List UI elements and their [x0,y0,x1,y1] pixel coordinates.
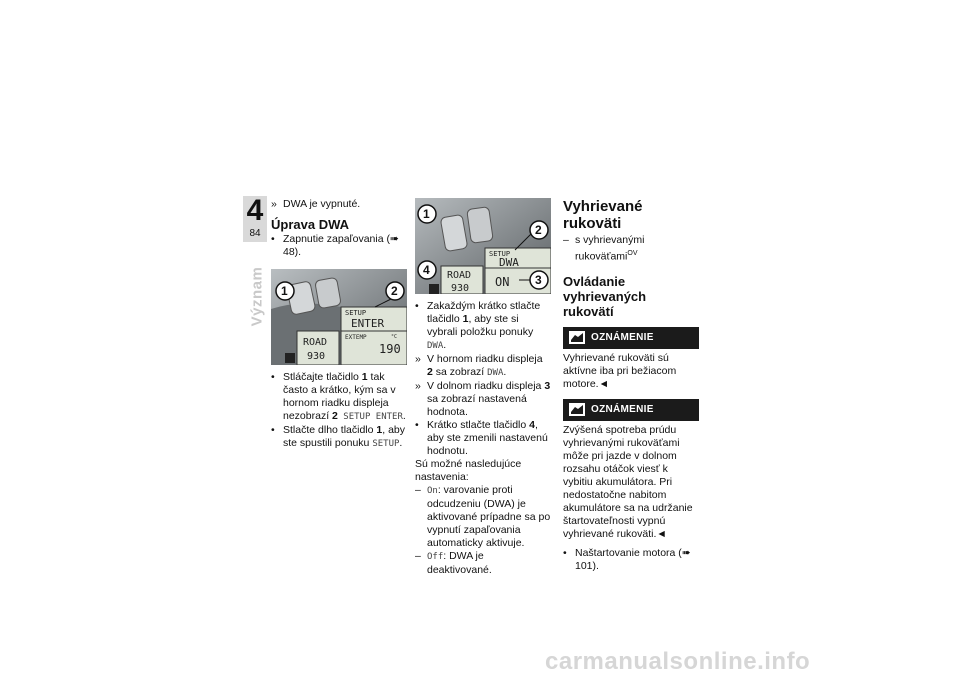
body-text: , aby ste si vybrali položku ponuky [427,313,534,338]
svg-text:930: 930 [451,283,470,294]
svg-text:SETUP: SETUP [345,309,367,317]
handlebar-figure-1 [271,269,407,365]
notice-label: OZNÁMENIE [591,404,654,415]
notice-banner-1 [563,327,699,349]
svg-text:ROAD: ROAD [303,337,328,348]
body-text: V dolnom riadku displeja [427,380,545,392]
options-list [415,484,551,577]
body-text: Krátko stlačte tlačidlo [427,419,530,431]
section-title: Vyhrievané rukoväti [563,198,643,232]
list-item: • Naštartovanie motora (➠ 101). [563,546,691,572]
body-text: , aby ste spustili ponuku [283,424,405,449]
reference-number: 2 [332,410,338,422]
body-text: . [443,339,447,351]
svg-text:EXTEMP: EXTEMP [345,334,367,341]
reference-number: 3 [544,380,551,392]
handlebar-figure-2 [415,198,551,294]
steps-list-2 [415,300,551,458]
reference-number: 4 [529,419,535,431]
page-number: 84 [249,228,261,239]
display-text: DWA [427,341,444,351]
section-heading: Úprava DWA [271,217,350,232]
variant-list [563,234,699,264]
list-item: • Stláčajte tlačidlo 1 tak často a krátko, kým sa v hornom riadku displeja nezobrazí 2 SETUP ENTER. [271,371,406,422]
column-2 [415,198,551,577]
watermark: carmanualsonline.info [545,648,811,675]
pre-list [271,233,407,259]
body-text: Stláčajte tlačidlo [283,371,362,383]
svg-text:ROAD: ROAD [447,270,472,281]
body-text: : varovanie proti odcudzeniu (DWA) je aktivované prípadne sa po vypnutí zapaľovania automaticky aktivuje. [427,484,551,549]
body-text: . [402,410,406,422]
display-text: SETUP [372,439,400,449]
body-text: . [503,366,507,378]
handlebar-illustration [415,198,551,294]
body-text: Zakaždým krátko stlačte tlačidlo [427,300,541,325]
svg-text:ENTER: ENTER [351,317,385,330]
svg-text:1: 1 [423,207,430,221]
list-item: • Krátko stlačte tlačidlo 4, aby ste zmenili nastavenú hodnotu. [415,419,548,457]
display-text: On [427,486,438,496]
notice-text-2: Zvýšená spotreba prúdu vyhrievanými rukoväťami môže pri jazde v dolnom rozsahu otáčok viesť k vybitiu akumulátora. Pri nedostatočne nabitom akumulátore sa na udržanie štartovateľnosti vypnú vyhrievané rukoväti.◄ [563,423,693,540]
list-item: – Off: DWA je deaktivované. [415,550,492,576]
column-1 [271,198,407,451]
hand-warning-icon [569,331,585,344]
svg-text:2: 2 [535,223,542,237]
svg-text:2: 2 [391,284,398,298]
svg-text:SETUP: SETUP [489,250,511,258]
reference-number: 2 [427,366,433,378]
svg-text:930: 930 [307,351,326,362]
svg-text:1: 1 [281,284,288,298]
svg-text:4: 4 [423,263,430,277]
body-text: . [399,437,403,449]
notice-text-1: Vyhrievané rukoväti sú aktívne iba pri bežiacom motore.◄ [563,351,677,390]
steps-list-1 [271,371,407,451]
list-item: • Zapnutie zapaľovania (➠ 48). [271,233,399,258]
list-item: » DWA je vypnuté. [271,198,361,210]
reference-number: 1 [361,371,368,383]
svg-text:DWA: DWA [499,256,519,269]
list-item: – s vyhrievanými rukoväťami$^{OV}$ [563,234,645,263]
hand-warning-icon [569,403,585,416]
notice-banner-2 [563,399,699,421]
list-item: » V hornom riadku displeja 2 sa zobrazí DWA. [415,353,543,378]
svg-text:°C: °C [391,334,398,340]
list-item: – On: varovanie proti odcudzeniu (DWA) je aktivované prípadne sa po vypnutí zapaľovania automaticky aktivuje. [415,484,551,549]
body-text: : DWA je deaktivované. [427,550,492,576]
display-text: Off [427,552,444,562]
body-text: tak často a krátko, kým sa v hornom riadku displeja nezobrazí [283,371,396,422]
section-label: Význam [248,266,266,327]
column-3 [563,198,699,573]
options-intro: Sú možné nasledujúce nastavenia: [415,458,522,483]
svg-text:190: 190 [379,342,401,356]
final-step-list [563,547,699,573]
notice-label: OZNÁMENIE [591,332,654,343]
display-text: SETUP ENTER [337,412,403,422]
body-text: sa zobrazí nastavená hodnota. [427,393,527,418]
section-heading: Ovládanie vyhrievaných rukovätí [563,273,647,319]
body-text: , aby ste zmenili nastavenú hodnotu. [427,419,548,457]
svg-text:ON: ON [495,275,510,289]
body-text: V hornom riadku displeja [427,353,543,365]
body-text: Stlačte dlho tlačidlo [283,424,377,436]
reference-number: 1 [462,313,469,325]
body-text: sa zobrazí [432,366,488,378]
svg-text:3: 3 [535,273,542,287]
intro-list [271,198,407,211]
list-item: • Stlačte dlho tlačidlo 1, aby ste spustili ponuku SETUP. [271,424,405,449]
list-item: » V dolnom riadku displeja 3 sa zobrazí nastavená hodnota. [415,380,551,418]
reference-number: 1 [376,424,383,436]
display-text: DWA [487,368,504,378]
list-item: • Zakaždým krátko stlačte tlačidlo 1, aby ste si vybrali položku ponuky DWA. [415,300,541,351]
chapter-number: 4 [246,194,264,227]
handlebar-illustration [271,269,407,365]
